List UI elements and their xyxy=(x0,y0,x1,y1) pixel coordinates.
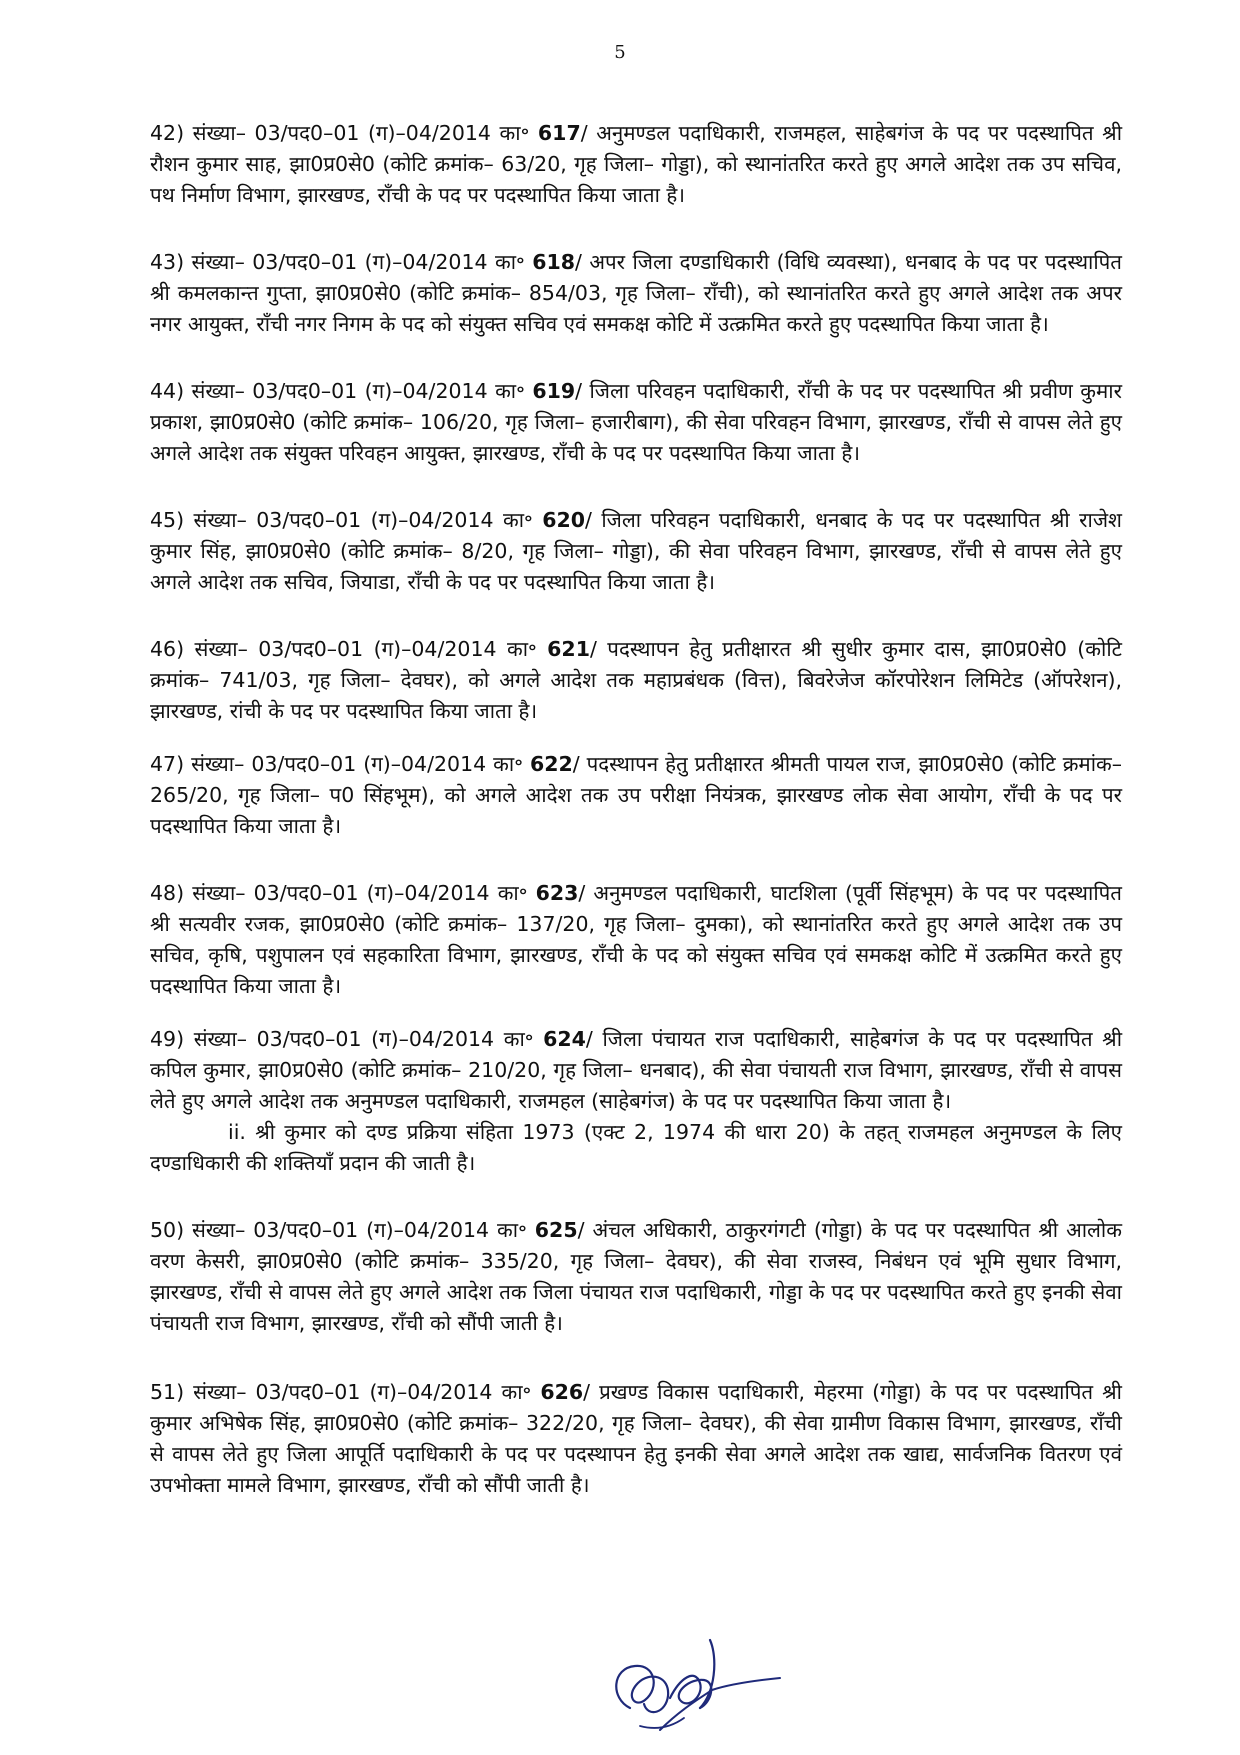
order-lead: 47) संख्या– 03/पद0–01 (ग)–04/2014 का॰ xyxy=(150,752,530,776)
order-number: 622 xyxy=(529,752,573,776)
order-text: / पदस्थापन हेतु प्रतीक्षारत श्री सुधीर कुमार दास, झा0प्र0से0 (कोटि क्रमांक– 741/03, गृह जिला– देवघर), को अगले आदेश तक महाप्रबंधक (वित्त), बिवरेजेज कॉरपोरेशन लिमिटेड (ऑपरेशन), झारखण्ड, रांची के पद पर पदस्थापित किया जाता है। xyxy=(150,637,1122,723)
order-text: / जिला परिवहन पदाधिकारी, धनबाद के पद पर पदस्थापित श्री राजेश कुमार सिंह, झा0प्र0से0 (कोटि क्रमांक– 8/20, गृह जिला– गोड्डा), की सेवा परिवहन विभाग, झारखण्ड, राँची से वापस लेते हुए अगले आदेश तक सचिव, जियाडा, राँची के पद पर पदस्थापित किया जाता है। xyxy=(150,508,1122,594)
order-text: / प्रखण्ड विकास पदाधिकारी, मेहरमा (गोड्डा) के पद पर पदस्थापित श्री कुमार अभिषेक सिंह, झा0प्र0से0 (कोटि क्रमांक– 322/20, गृह जिला– देवघर), की सेवा ग्रामीण विकास विभाग, झारखण्ड, राँची से वापस लेते हुए जिला आपूर्ति पदाधिकारी के पद पर पदस्थापन हेतु इनकी सेवा अगले आदेश तक खाद्य, सार्वजनिक वितरण एवं उपभोक्ता मामले विभाग, झारखण्ड, राँची को सौंपी जाती है। xyxy=(150,1380,1122,1497)
order-paragraph-42 xyxy=(150,118,1122,211)
order-lead: 48) संख्या– 03/पद0–01 (ग)–04/2014 का॰ xyxy=(150,881,536,905)
order-number: 625 xyxy=(534,1218,578,1242)
order-number: 624 xyxy=(543,1027,586,1051)
order-paragraph-46 xyxy=(150,634,1122,727)
order-text: / जिला पंचायत राज पदाधिकारी, साहेबगंज के पद पर पदस्थापित श्री कपिल कुमार, झा0प्र0से0 (कोटि क्रमांक– 210/20, गृह जिला– धनबाद), की सेवा पंचायती राज विभाग, झारखण्ड, राँची से वापस लेते हुए अगले आदेश तक अनुमण्डल पदाधिकारी, राजमहल (साहेबगंज) के पद पर पदस्थापित किया जाता है। xyxy=(150,1027,1123,1113)
order-number: 617 xyxy=(537,121,581,145)
document-body xyxy=(150,118,1122,1501)
order-text: / अनुमण्डल पदाधिकारी, घाटशिला (पूर्वी सिंहभूम) के पद पर पदस्थापित श्री सत्यवीर रजक, झा0प्र0से0 (कोटि क्रमांक– 137/20, गृह जिला– दुमका), को स्थानांतरित करते हुए अगले आदेश तक उप सचिव, कृषि, पशुपालन एवं सहकारिता विभाग, झारखण्ड, राँची के पद को संयुक्त सचिव एवं समकक्ष कोटि में उत्क्रमित करते हुए पदस्थापित किया जाता है। xyxy=(150,881,1122,998)
order-lead: 42) संख्या– 03/पद0–01 (ग)–04/2014 का॰ xyxy=(150,121,538,145)
order-lead: 46) संख्या– 03/पद0–01 (ग)–04/2014 का॰ xyxy=(150,637,548,661)
order-number: 626 xyxy=(540,1380,584,1404)
order-lead: 43) संख्या– 03/पद0–01 (ग)–04/2014 का॰ xyxy=(150,250,533,274)
order-lead: 44) संख्या– 03/पद0–01 (ग)–04/2014 का॰ xyxy=(150,379,533,403)
order-paragraph-50 xyxy=(150,1215,1122,1339)
order-lead: 49) संख्या– 03/पद0–01 (ग)–04/2014 का॰ xyxy=(150,1027,544,1051)
order-number: 619 xyxy=(532,379,576,403)
order-paragraph-48 xyxy=(150,878,1122,1002)
order-number: 618 xyxy=(532,250,575,274)
order-paragraph-45 xyxy=(150,505,1122,598)
order-text: / अपर जिला दण्डाधिकारी (विधि व्यवस्था), धनबाद के पद पर पदस्थापित श्री कमलकान्त गुप्ता, झा0प्र0से0 (कोटि क्रमांक– 854/03, गृह जिला– राँची), को स्थानांतरित करते हुए अगले आदेश तक अपर नगर आयुक्त, राँची नगर निगम के पद को संयुक्त सचिव एवं समकक्ष कोटि में उत्क्रमित करते हुए पदस्थापित किया जाता है। xyxy=(150,250,1122,336)
order-text: / अंचल अधिकारी, ठाकुरगंगटी (गोड्डा) के पद पर पदस्थापित श्री आलोक वरण केसरी, झा0प्र0से0 (कोटि क्रमांक– 335/20, गृह जिला– देवघर), की सेवा राजस्व, निबंधन एवं भूमि सुधार विभाग, झारखण्ड, राँची से वापस लेते हुए अगले आदेश तक जिला पंचायत राज पदाधिकारी, गोड्डा के पद पर पदस्थापित करते हुए इनकी सेवा पंचायती राज विभाग, झारखण्ड, राँची को सौंपी जाती है। xyxy=(150,1218,1122,1335)
order-paragraph-49 xyxy=(150,1024,1122,1117)
order-paragraph-51 xyxy=(150,1377,1122,1501)
order-lead: 45) संख्या– 03/पद0–01 (ग)–04/2014 का॰ xyxy=(150,508,543,532)
order-subclause-49-ii: ii. श्री कुमार को दण्ड प्रक्रिया संहिता 1973 (एक्ट 2, 1974 की धारा 20) के तहत् राजमहल अनुमण्डल के लिए दण्डाधिकारी की शक्तियाँ प्रदान की जाती है। xyxy=(150,1120,1122,1175)
order-lead: 50) संख्या– 03/पद0–01 (ग)–04/2014 का॰ xyxy=(150,1218,535,1242)
order-number: 621 xyxy=(547,637,590,661)
order-lead: 51) संख्या– 03/पद0–01 (ग)–04/2014 का॰ xyxy=(150,1380,541,1404)
order-paragraph-47 xyxy=(150,749,1122,842)
order-number: 620 xyxy=(542,508,585,532)
order-number: 623 xyxy=(535,881,579,905)
order-paragraph-44 xyxy=(150,376,1122,469)
order-text: / अनुमण्डल पदाधिकारी, राजमहल, साहेबगंज के पद पर पदस्थापित श्री रौशन कुमार साह, झा0प्र0से0 (कोटि क्रमांक– 63/20, गृह जिला– गोड्डा), को स्थानांतरित करते हुए अगले आदेश तक उप सचिव, पथ निर्माण विभाग, झारखण्ड, राँची के पद पर पदस्थापित किया जाता है। xyxy=(150,121,1122,207)
order-text: / जिला परिवहन पदाधिकारी, राँची के पद पर पदस्थापित श्री प्रवीण कुमार प्रकाश, झा0प्र0से0 (कोटि क्रमांक– 106/20, गृह जिला– हजारीबाग), की सेवा परिवहन विभाग, झारखण्ड, राँची से वापस लेते हुए अगले आदेश तक संयुक्त परिवहन आयुक्त, झारखण्ड, राँची के पद पर पदस्थापित किया जाता है। xyxy=(150,379,1123,465)
order-paragraph-43 xyxy=(150,247,1122,340)
page-number: 5 xyxy=(614,42,626,63)
signature-icon xyxy=(600,1638,790,1738)
order-text: / पदस्थापन हेतु प्रतीक्षारत श्रीमती पायल राज, झा0प्र0से0 (कोटि क्रमांक– 265/20, गृह जिला– प0 सिंहभूम), को अगले आदेश तक उप परीक्षा नियंत्रक, झारखण्ड लोक सेवा आयोग, राँची के पद पर पदस्थापित किया जाता है। xyxy=(150,752,1122,838)
